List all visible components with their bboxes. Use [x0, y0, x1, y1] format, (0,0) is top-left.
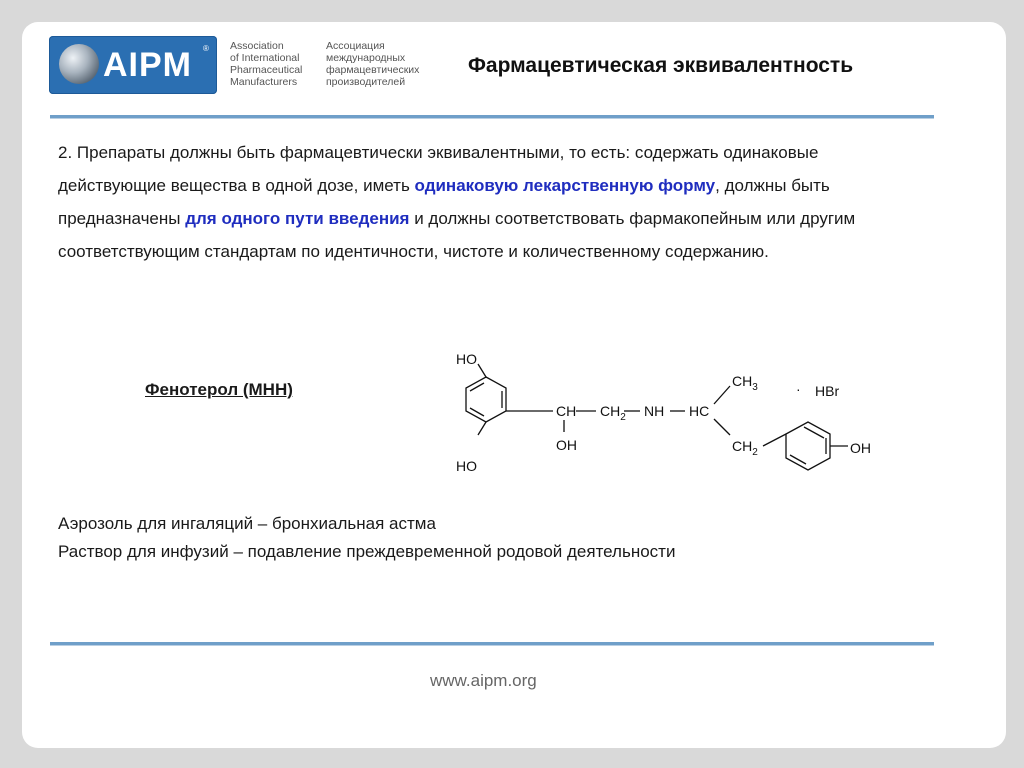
left-ring — [466, 377, 506, 422]
ch2-a-letters: CH — [600, 403, 621, 419]
nh-atom: NH — [644, 403, 665, 419]
ch3-group — [732, 373, 758, 393]
hc-atom: HC — [689, 403, 710, 419]
indication-item: Аэрозоль для ингаляций – бронхиальная астма — [58, 514, 436, 533]
slide-title: Фармацевтическая эквивалентность — [468, 54, 854, 77]
assoc-en-line: Manufacturers — [230, 76, 298, 88]
hbr-salt: HBr — [815, 383, 840, 399]
indication-item: Раствор для инфузий – подавление преждевременной родовой деятельности — [58, 542, 676, 561]
ch2-b-sub: 2 — [752, 447, 758, 458]
association-name-en — [230, 40, 302, 88]
ch2-a — [600, 403, 626, 423]
ch2-a-sub: 2 — [620, 412, 626, 423]
top-divider — [50, 115, 934, 119]
assoc-ru-line: международных — [326, 52, 406, 64]
ch2-b-letters: CH — [732, 438, 753, 454]
globe-icon — [59, 44, 99, 84]
ho-top: HO — [456, 351, 477, 367]
para-text: , должны быть предназначены — [58, 176, 830, 228]
assoc-en-line: of International — [230, 52, 300, 64]
assoc-ru-line: фармацевтических — [326, 64, 420, 76]
para-text: 2. Препараты должны быть фармацевтически эквивалентными, то есть: содержать одинаковые действующие вещества в одной дозе, иметь — [58, 143, 819, 195]
ch3-sub: 3 — [752, 382, 758, 393]
oh-right: OH — [850, 440, 871, 456]
equivalence-paragraph — [58, 136, 908, 268]
fenoterol-structure — [418, 340, 871, 490]
ch2-b — [732, 438, 758, 458]
oh-mid: OH — [556, 437, 577, 453]
salt-dot: · — [796, 381, 801, 397]
assoc-ru-line: Ассоциация — [326, 40, 385, 52]
association-name-ru — [326, 40, 419, 88]
ho-bottom: HO — [456, 458, 477, 474]
ch-atom: CH — [556, 403, 577, 419]
para-text: и должны соответствовать фармакопейным или другим соответствующим стандартам по идентичности, чистоте и количественному содержанию. — [58, 209, 856, 261]
assoc-en-line: Pharmaceutical — [230, 64, 303, 76]
highlight-route: для одного пути введения — [185, 209, 410, 228]
bottom-divider — [50, 642, 934, 646]
aipm-logo — [49, 36, 217, 94]
assoc-en-line: Association — [230, 40, 284, 52]
footer-url: www.aipm.org — [430, 671, 537, 690]
drug-label: Фенотерол (МНН) — [145, 380, 293, 399]
assoc-ru-line: производителей — [326, 76, 406, 88]
logo-brand: AIPM — [103, 46, 192, 84]
ch3-letters: CH — [732, 373, 753, 389]
registered-mark: ® — [203, 44, 209, 53]
highlight-dosage-form: одинаковую лекарственную форму — [414, 176, 716, 195]
indications-list — [58, 510, 675, 566]
